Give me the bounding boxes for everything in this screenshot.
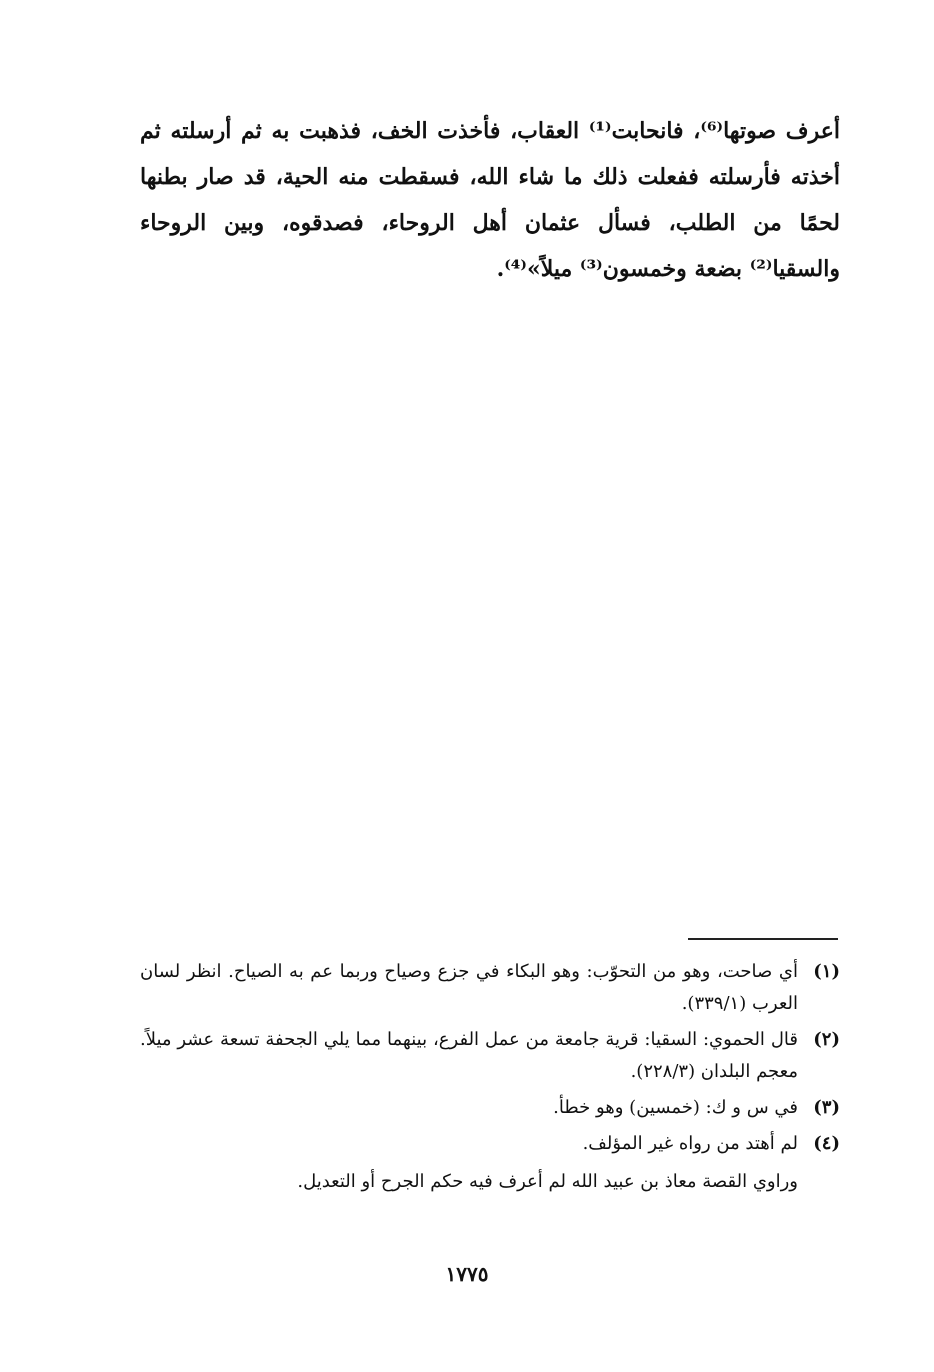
footnote-text: أي صاحت، وهو من التحوّب: وهو البكاء في جزع وصياح وربما عم به الصياح. انظر لسان العرب (٣٣٩/١).	[140, 961, 798, 1014]
main-paragraph: أعرف صوتها⁽⁶⁾، فانحابت⁽¹⁾ العقاب، فأخذت الخف، فذهبت به ثم أرسلته ثم أخذته فأرسلته ففعلت ذلك ما شاء الله، فسقطت منه الحية، قد صار بطنها لحمًا من الطلب، فسأل عثمان أهل الروحاء، فصدقوه، وبين الروحاء والسقيا⁽²⁾ بضعة وخمسون⁽³⁾ ميلاً»⁽⁴⁾.	[140, 118, 840, 282]
footnote-number: (١)	[813, 961, 840, 982]
footnote-text: لم أهتد من رواه غير المؤلف.	[582, 1133, 798, 1154]
page-number: ١٧٧٥	[445, 1262, 489, 1286]
footnote-1	[140, 956, 840, 1020]
footnotes-section	[140, 956, 840, 1198]
footnote-2	[140, 1024, 840, 1088]
footnote-number: (٢)	[813, 1029, 840, 1050]
footnote-number: (٣)	[813, 1097, 840, 1118]
footnote-3	[140, 1092, 840, 1124]
footnote-continuation: وراوي القصة معاذ بن عبيد الله لم أعرف فيه حكم الجرح أو التعديل.	[297, 1171, 798, 1192]
footnote-number: (٤)	[813, 1133, 840, 1154]
footnote-text: قال الحموي: السقيا: قرية جامعة من عمل الفرع، بينهما مما يلي الجحفة تسعة عشر ميلاً. معجم البلدان (٢٢٨/٣).	[140, 1029, 798, 1082]
footnote-text: في س و ك: (خمسين) وهو خطأ.	[553, 1097, 798, 1118]
footnote-separator	[688, 938, 838, 940]
footnote-4	[140, 1128, 840, 1160]
main-text-block	[140, 108, 840, 292]
